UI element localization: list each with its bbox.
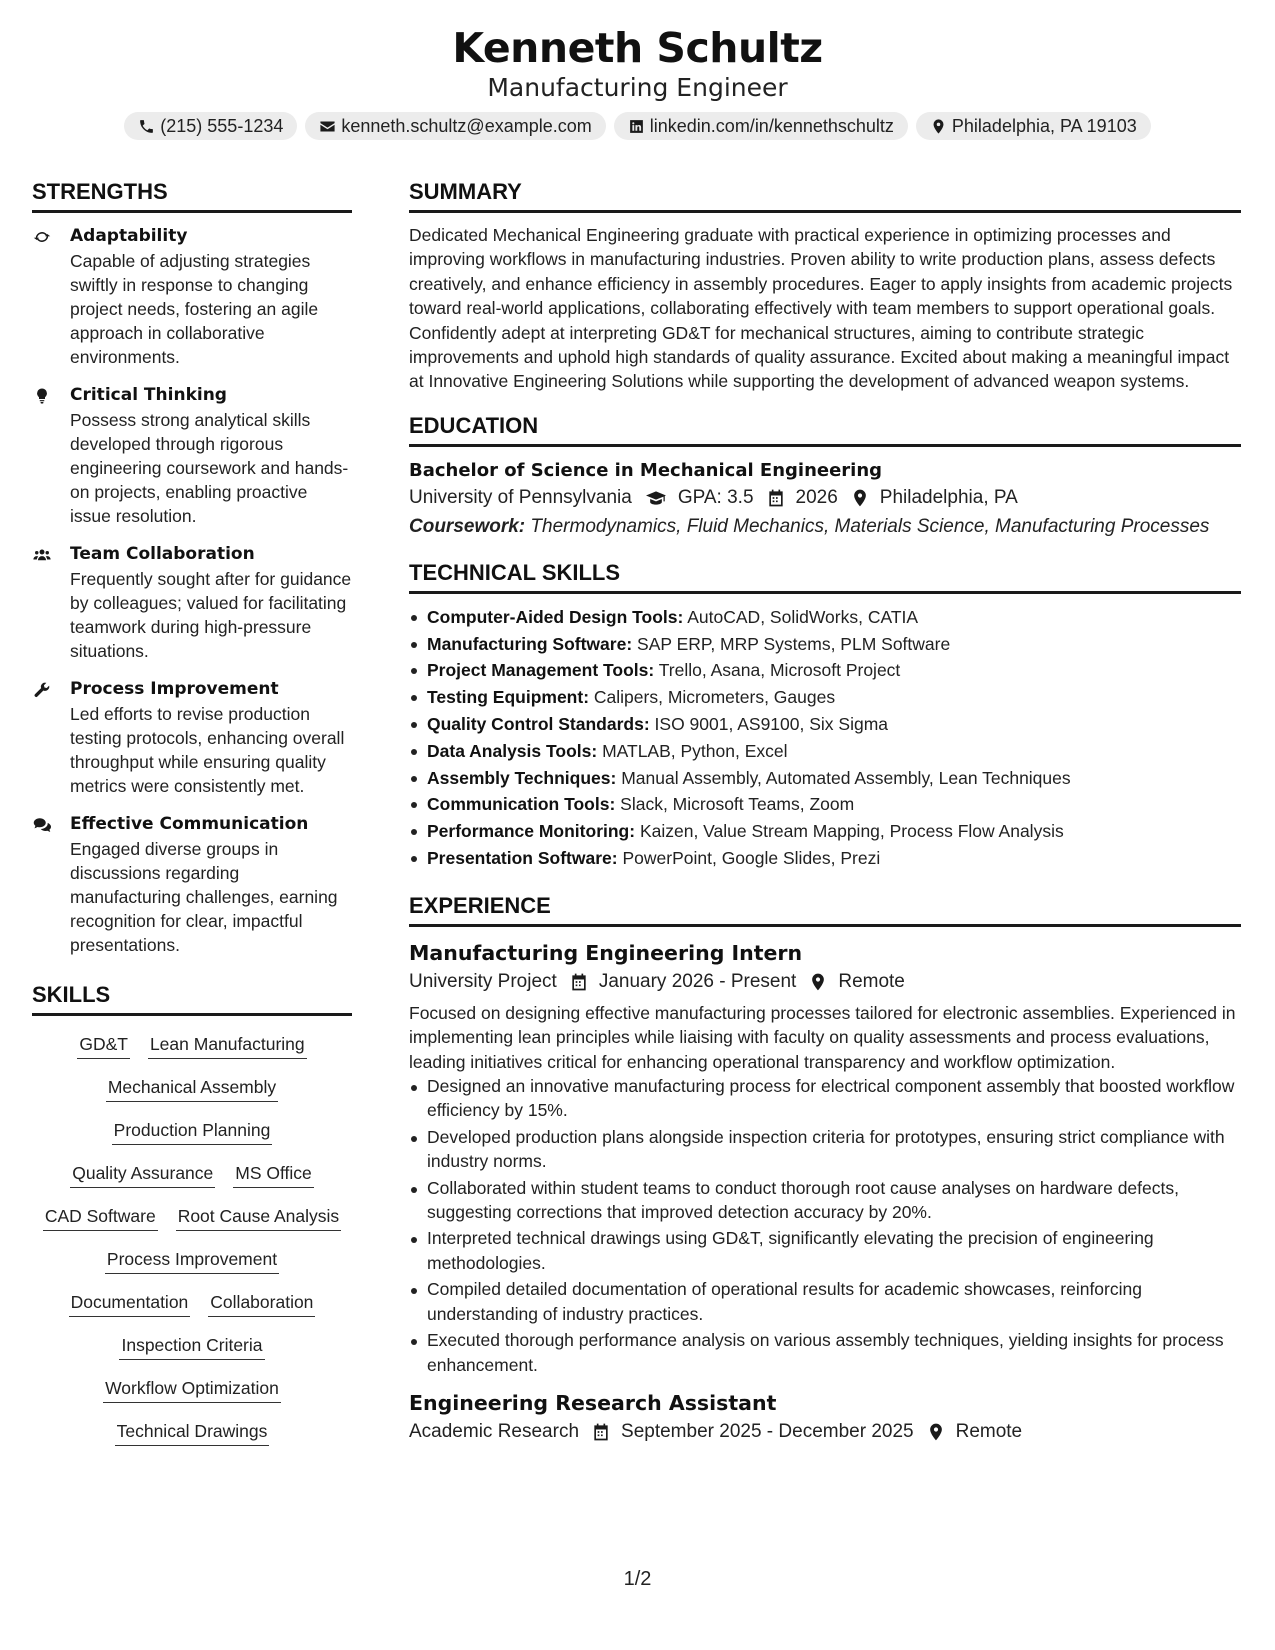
contact-email[interactable]	[305, 112, 605, 140]
sync-arrows-icon	[32, 228, 52, 246]
tech-skill-value: ISO 9001, AS9100, Six Sigma	[654, 714, 889, 735]
skill-tag: Production Planning	[112, 1118, 273, 1145]
candidate-role: Manufacturing Engineer	[487, 73, 788, 102]
calendar-icon	[569, 972, 589, 992]
tech-skill-value: PowerPoint, Google Slides, Prezi	[622, 848, 881, 869]
list-item	[409, 711, 1241, 738]
skills-heading: SKILLS	[32, 981, 352, 1016]
tech-skill-label: Testing Equipment:	[427, 687, 590, 708]
skill-tag: Lean Manufacturing	[148, 1032, 307, 1059]
page-number: 1/2	[623, 1568, 652, 1590]
contact-bar	[0, 112, 1275, 140]
tech-skill-value: AutoCAD, SolidWorks, CATIA	[687, 606, 919, 627]
tech-skill-label: Manufacturing Software:	[427, 633, 633, 654]
tech-skill-label: Performance Monitoring:	[427, 821, 636, 842]
contact-email-text: kenneth.schultz@example.com	[341, 115, 592, 136]
list-item	[409, 604, 1241, 631]
list-item: Compiled detailed documentation of operational results for academic showcases, reinforcing understanding of industry practices.	[409, 1277, 1241, 1326]
tech-skill-value: SAP ERP, MRP Systems, PLM Software	[637, 633, 951, 654]
tech-skill-label: Project Management Tools:	[427, 660, 655, 681]
list-item	[409, 684, 1241, 711]
list-item	[409, 657, 1241, 684]
contact-phone[interactable]	[124, 112, 297, 140]
tech-skill-value: Kaizen, Value Stream Mapping, Process Flow Analysis	[639, 821, 1064, 842]
right-column	[409, 178, 1241, 1447]
strength-item	[32, 678, 352, 798]
contact-linkedin-text: linkedin.com/in/kennethschultz	[649, 115, 894, 136]
tech-skill-label: Computer-Aided Design Tools:	[427, 606, 684, 627]
calendar-icon	[591, 1422, 611, 1442]
resume-header	[0, 22, 1275, 140]
coursework-label: Coursework:	[409, 515, 526, 537]
envelope-icon	[319, 118, 336, 135]
tech-skill-value: Calipers, Micrometers, Gauges	[593, 687, 836, 708]
tech-skill-label: Assembly Techniques:	[427, 767, 617, 788]
strength-desc: Engaged diverse groups in discussions regarding manufacturing challenges, earning recognition for clear, impactful presentations.	[70, 839, 338, 955]
graduation-cap-icon	[644, 488, 668, 508]
tech-skill-label: Data Analysis Tools:	[427, 740, 598, 761]
technical-skills-heading: TECHNICAL SKILLS	[409, 559, 1241, 594]
technical-skills-list	[409, 604, 1241, 872]
summary-heading: SUMMARY	[409, 178, 1241, 213]
strengths-heading: STRENGTHS	[32, 178, 352, 213]
skill-tag: Documentation	[69, 1290, 191, 1317]
job-title: Engineering Research Assistant	[409, 1390, 777, 1415]
tech-skill-value: Manual Assembly, Automated Assembly, Lean Techniques	[621, 767, 1071, 788]
degree-title: Bachelor of Science in Mechanical Engineering	[409, 459, 883, 481]
skill-tag: MS Office	[233, 1161, 314, 1188]
list-item: Executed thorough performance analysis on various assembly techniques, yielding insights for process enhancement.	[409, 1328, 1241, 1377]
list-item	[409, 818, 1241, 845]
left-column	[32, 178, 352, 1446]
users-icon	[32, 546, 52, 564]
comments-icon	[32, 816, 52, 834]
job-org: Academic Research	[409, 1420, 580, 1442]
location-pin-icon	[930, 118, 947, 135]
contact-phone-text: (215) 555-1234	[160, 115, 284, 136]
list-item: Developed production plans alongside inspection criteria for prototypes, ensuring strict compliance with industry norms.	[409, 1125, 1241, 1174]
job-org: University Project	[409, 970, 557, 992]
strength-title: Adaptability	[70, 226, 188, 246]
list-item: Interpreted technical drawings using GD&T, significantly elevating the precision of engineering methodologies.	[409, 1226, 1241, 1275]
education-meta	[409, 483, 1241, 513]
school-name: University of Pennsylvania	[409, 486, 632, 508]
tech-skill-label: Communication Tools:	[427, 794, 616, 815]
strength-title: Critical Thinking	[70, 385, 227, 405]
skill-tag: CAD Software	[43, 1204, 158, 1231]
job-dates: September 2025 - December 2025	[621, 1420, 914, 1442]
strength-title: Effective Communication	[70, 814, 309, 834]
location-pin-icon	[850, 488, 870, 508]
strength-title: Process Improvement	[70, 679, 279, 699]
list-item	[409, 791, 1241, 818]
job-dates: January 2026 - Present	[598, 970, 797, 992]
gpa-text: GPA: 3.5	[677, 486, 754, 508]
skills-list	[32, 1028, 352, 1446]
job-bullets	[409, 1074, 1241, 1377]
tech-skill-label: Quality Control Standards:	[427, 714, 650, 735]
location-pin-icon	[808, 972, 828, 992]
skill-tag: Technical Drawings	[115, 1419, 270, 1446]
calendar-icon	[766, 488, 786, 508]
wrench-icon	[32, 681, 52, 699]
job-description: Focused on designing effective manufacturing processes tailored for electronic assemblies. Experienced in implementing lean principles while liaising with faculty on quality assessments and process evaluations, leading initiatives critical for enhancing operational transparency and workflow optimization.	[409, 1002, 1236, 1072]
strength-item	[32, 225, 352, 369]
location-pin-icon	[926, 1422, 946, 1442]
skill-tag: Quality Assurance	[70, 1161, 215, 1188]
strength-desc: Capable of adjusting strategies swiftly in response to changing project needs, fostering an agile approach in collaborative environments.	[70, 251, 319, 367]
job-title: Manufacturing Engineering Intern	[409, 940, 803, 965]
graduation-year: 2026	[795, 486, 838, 508]
tech-skill-value: Trello, Asana, Microsoft Project	[658, 660, 901, 681]
strength-desc: Led efforts to revise production testing protocols, enhancing overall throughput while ensuring quality metrics were consistently met.	[70, 704, 345, 796]
school-location: Philadelphia, PA	[879, 486, 1018, 508]
job-location: Remote	[955, 1420, 1023, 1442]
skill-tag: Inspection Criteria	[119, 1333, 264, 1360]
list-item	[409, 631, 1241, 658]
strength-desc: Frequently sought after for guidance by colleagues; valued for facilitating teamwork during high-pressure situations.	[70, 569, 352, 661]
strength-item	[32, 813, 352, 957]
list-item: Collaborated within student teams to conduct thorough root cause analyses on hardware defects, suggesting corrections that improved detection accuracy by 20%.	[409, 1176, 1241, 1225]
lightbulb-icon	[32, 387, 52, 405]
strength-item	[32, 384, 352, 528]
education-heading: EDUCATION	[409, 412, 1241, 447]
tech-skill-label: Presentation Software:	[427, 848, 618, 869]
skill-tag: Root Cause Analysis	[176, 1204, 341, 1231]
job-meta	[409, 967, 1241, 997]
list-item	[409, 845, 1241, 872]
contact-linkedin[interactable]	[614, 112, 908, 140]
job-meta	[409, 1417, 1241, 1447]
experience-heading: EXPERIENCE	[409, 892, 1241, 927]
skill-tag: GD&T	[77, 1032, 130, 1059]
strength-desc: Possess strong analytical skills developed through rigorous engineering coursework and hands-on projects, enabling proactive issue resolution.	[70, 410, 349, 526]
skill-tag: Collaboration	[208, 1290, 315, 1317]
contact-location	[916, 112, 1151, 140]
phone-icon	[138, 118, 155, 135]
skill-tag: Mechanical Assembly	[106, 1075, 278, 1102]
tech-skill-value: MATLAB, Python, Excel	[602, 740, 788, 761]
job-location: Remote	[838, 970, 905, 992]
tech-skill-value: Slack, Microsoft Teams, Zoom	[620, 794, 855, 815]
linkedin-icon	[628, 118, 645, 135]
list-item: Designed an innovative manufacturing process for electrical component assembly that boosted workflow efficiency by 15%.	[409, 1074, 1241, 1123]
list-item	[409, 738, 1241, 765]
summary-text: Dedicated Mechanical Engineering graduate with practical experience in optimizing processes and improving workflows in manufacturing industries. Proven ability to write production plans, assess defects creatively, and enhance efficiency in assembly procedures. Eager to apply insights from academic projects toward real-world applications, collaborating effectively with team members to support operational goals. Confidently adept at interpreting GD&T for mechanical structures, aiming to contribute strategic improvements and uphold high standards of quality assurance. Excited about making a meaningful impact at Innovative Engineering Solutions while supporting the development of advanced weapon systems.	[409, 225, 1233, 392]
contact-location-text: Philadelphia, PA 19103	[951, 115, 1137, 136]
candidate-name: Kenneth Schultz	[452, 24, 823, 72]
skill-tag: Process Improvement	[105, 1247, 279, 1274]
strength-title: Team Collaboration	[70, 544, 255, 564]
coursework-list: Thermodynamics, Fluid Mechanics, Materials Science, Manufacturing Processes	[530, 515, 1210, 537]
list-item	[409, 765, 1241, 792]
coursework	[409, 515, 1241, 539]
skill-tag: Workflow Optimization	[103, 1376, 281, 1403]
strength-item	[32, 543, 352, 663]
